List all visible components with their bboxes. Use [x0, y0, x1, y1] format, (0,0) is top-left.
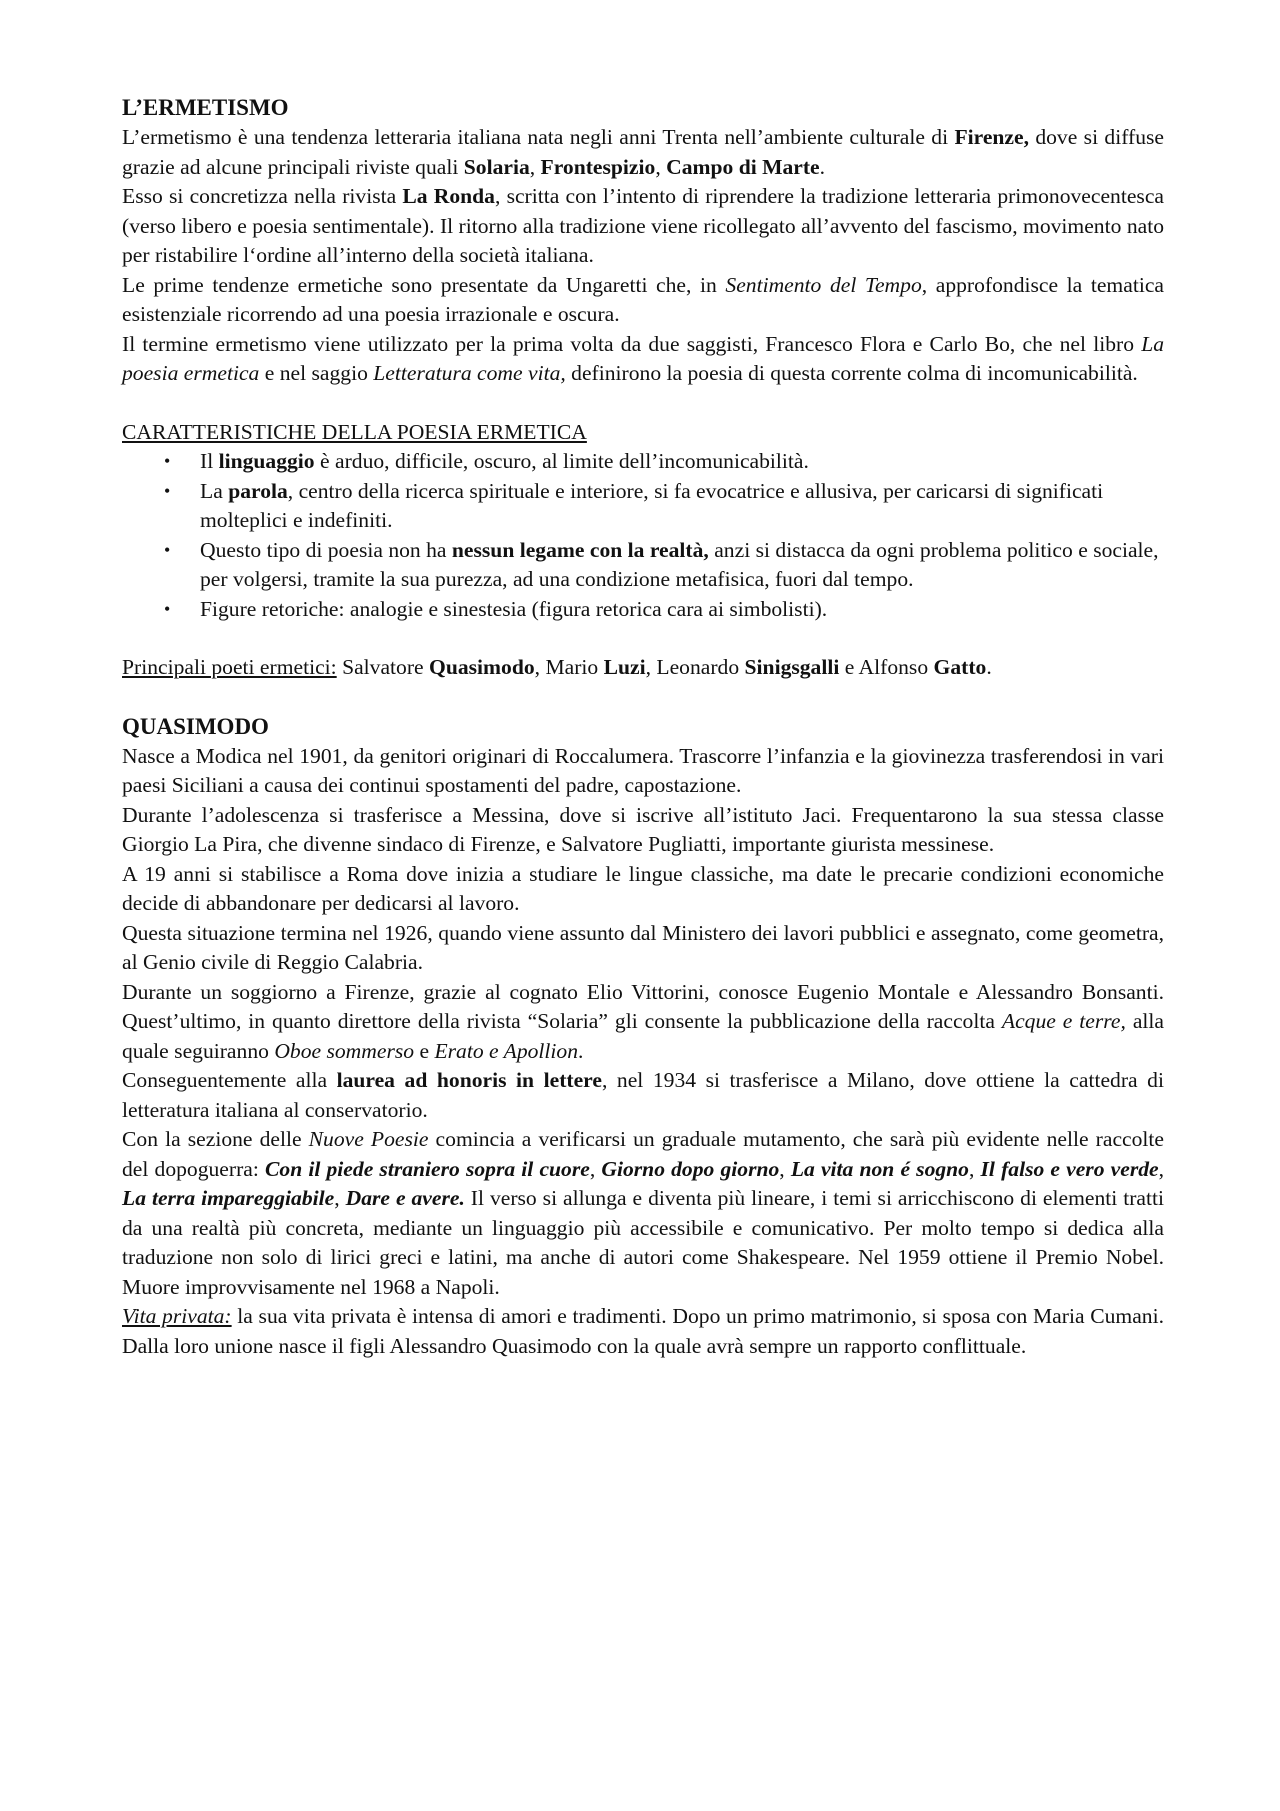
features-list-item: • Questo tipo di poesia non ha nessun legame con la realtà, anzi si distacca da ogni problema politico e sociale, per volgersi, tramite la sua purezza, ad una condizione metafisica, fuori dal tempo.	[200, 536, 1164, 595]
quasimodo-paragraph: Conseguentemente alla laurea ad honoris in lettere, nel 1934 si trasferisce a Milano, dove ottiene la cattedra di letteratura italiana al conservatorio.	[122, 1068, 1164, 1122]
styled-run: laurea ad honoris in lettere	[336, 1068, 602, 1092]
styled-run: Quasimodo	[429, 655, 535, 679]
styled-run: Gatto	[933, 655, 987, 679]
intro-paragraph: Esso si concretizza nella rivista La Ronda, scritta con l’intento di riprendere la tradizione letteraria primonovecentesca (verso libero e poesia sentimentale). Il ritorno alla tradizione viene ricollegato all’avvento del fascismo, movimento nato per ristabilire l‘ordine all’interno della società italiana.	[122, 184, 1165, 267]
styled-run: Principali poeti ermetici:	[122, 655, 337, 679]
features-list	[122, 447, 1164, 624]
quasimodo-paragraph: Con la sezione delle Nuove Poesie comincia a verificarsi un graduale mutamento, che sarà più evidente nelle raccolte del dopoguerra: Con il piede straniero sopra il cuore, Giorno dopo giorno, La vita non é sogno, Il falso e vero verde, La terra impareggiabile, Dare e avere. Il verso si allunga e diventa più lineare, i temi si arricchiscono di elementi tratti da una realtà più concreta, mediante un linguaggio più accessibile e comunicativo. Per molto tempo si dedica alla traduzione non solo di lirici greci e latini, ma anche di autori come Shakespeare. Nel 1959 ottiene il Premio Nobel. Muore improvvisamente nel 1968 a Napoli.	[122, 1127, 1165, 1299]
quasimodo-paragraph: Nasce a Modica nel 1901, da genitori originari di Roccalumera. Trascorre l’infanzia e la giovinezza trasferendosi in vari paesi Siciliani a causa dei continui spostamenti del padre, capostazione.	[122, 743, 1164, 797]
styled-run: Giorno dopo giorno	[601, 1156, 780, 1181]
styled-run: La poesia ermetica	[122, 331, 1164, 385]
spacer	[122, 624, 1164, 653]
intro-paragraph: Le prime tendenze ermetiche sono presentate da Ungaretti che, in Sentimento del Tempo, approfondisce la tematica esistenziale ricorrendo ad una poesia irrazionale e oscura.	[122, 272, 1164, 326]
quasimodo-paragraph: Durante l’adolescenza si trasferisce a Messina, dove si iscrive all’istituto Jaci. Frequentarono la sua stessa classe Giorgio La Pira, che divenne sindaco di Firenze, e Salvatore Pugliatti, importante giurista messinese.	[122, 802, 1164, 856]
styled-run: La terra impareggiabile	[122, 1186, 335, 1210]
styled-run: Frontespizio	[540, 154, 656, 179]
quasimodo-paragraph: Durante un soggiorno a Firenze, grazie al cognato Elio Vittorini, conosce Eugenio Montale e Alessandro Bonsanti. Quest’ultimo, in quanto direttore della rivista “Solaria” gli consente la pubblicazione della raccolta Acque e terre, alla quale seguiranno Oboe sommerso e Erato e Apollion.	[122, 979, 1164, 1063]
document-title: L’ERMETISMO	[122, 95, 289, 120]
styled-run: Il falso e vero verde	[980, 1156, 1159, 1181]
quasimodo-paragraph: Questa situazione termina nel 1926, quando viene assunto dal Ministero dei lavori pubblici e assegnato, come geometra, al Genio civile di Reggio Calabria.	[122, 920, 1164, 974]
features-list-item: • Il linguaggio è arduo, difficile, oscuro, al limite dell’incomunicabilità.	[200, 447, 1164, 477]
styled-run: Firenze,	[954, 125, 1029, 149]
intro-section	[122, 123, 1164, 389]
features-heading: CARATTERISTICHE DELLA POESIA ERMETICA	[122, 419, 587, 444]
styled-run: Acque e terre,	[1001, 1009, 1126, 1033]
styled-run: Luzi	[603, 655, 646, 679]
styled-run: Oboe sommerso	[274, 1038, 415, 1063]
quasimodo-paragraph: Vita privata: la sua vita privata è intensa di amori e tradimenti. Dopo un primo matrimonio, si sposa con Maria Cumani. Dalla loro unione nasce il figli Alessandro Quasimodo con la quale avrà sempre un rapporto conflittuale.	[122, 1304, 1164, 1358]
document-page	[122, 93, 1164, 1361]
styled-run: Con il piede straniero sopra il cuore	[265, 1156, 590, 1181]
styled-run: Dare e avere.	[345, 1186, 465, 1210]
spacer	[122, 389, 1164, 418]
styled-run: Vita privata:	[122, 1304, 232, 1328]
styled-run: linguaggio	[218, 449, 315, 473]
styled-run: Letteratura come vita,	[373, 361, 566, 385]
quasimodo-paragraph: A 19 anni si stabilisce a Roma dove inizia a studiare le lingue classiche, ma date le precarie condizioni economiche decide di abbandonare per dedicarsi al lavoro.	[122, 861, 1164, 915]
section-title-quasimodo: QUASIMODO	[122, 713, 269, 739]
intro-paragraph: L’ermetismo è una tendenza letteraria italiana nata negli anni Trenta nell’ambiente culturale di Firenze, dove si diffuse grazie ad alcune principali riviste quali Solaria, Frontespizio, Campo di Marte.	[122, 125, 1164, 179]
styled-run: La Ronda	[402, 184, 495, 208]
styled-run: Sentimento del Tempo	[725, 272, 922, 297]
features-list-item: • Figure retoriche: analogie e sinestesia (figura retorica cara ai simbolisti).	[200, 595, 1164, 625]
styled-run: Solaria	[463, 154, 530, 179]
styled-run: La vita non é sogno	[790, 1156, 969, 1181]
styled-run: Nuove Poesie	[308, 1127, 429, 1151]
spacer	[122, 683, 1164, 712]
features-list-item: • La parola, centro della ricerca spirituale e interiore, si fa evocatrice e allusiva, per caricarsi di significati molteplici e indefiniti.	[200, 477, 1164, 536]
styled-run: Erato e Apollion	[434, 1038, 579, 1063]
styled-run: Campo di Marte	[666, 154, 820, 179]
styled-run: nessun legame con la realtà,	[451, 537, 709, 562]
quasimodo-section	[122, 742, 1164, 1362]
intro-paragraph: Il termine ermetismo viene utilizzato per la prima volta da due saggisti, Francesco Flora e Carlo Bo, che nel libro La poesia ermetica e nel saggio Letteratura come vita, definirono la poesia di questa corrente colma di incomunicabilità.	[122, 331, 1164, 385]
styled-run: Sinigsgalli	[744, 655, 840, 679]
poets-paragraph: Principali poeti ermetici: Salvatore Quasimodo, Mario Luzi, Leonardo Sinigsgalli e Alfonso Gatto.	[122, 655, 992, 679]
styled-run: parola	[228, 478, 288, 503]
